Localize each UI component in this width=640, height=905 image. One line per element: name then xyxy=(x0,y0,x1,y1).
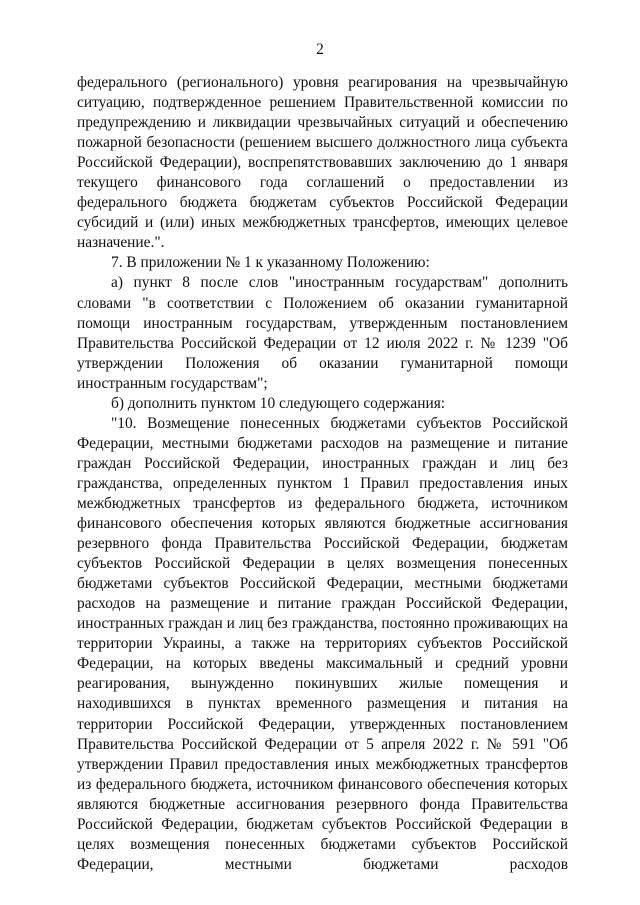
paragraph-item-10: "10. Возмещение понесенных бюджетами субъектов Российской Федерации, местными бюджетами расходов на размещение и питание граждан Российской Федерации, иностранных граждан и лиц без гражданства, определенных пунктом 1 Правил предоставления иных межбюджетных трансфертов из федерального бюджета, источником финансового обеспечения которых являются бюджетные ассигнования резервного фонда Правительства Российской Федерации, бюджетам субъектов Российской Федерации в целях возмещения понесенных бюджетами субъектов Российской Федерации, местными бюджетами расходов на размещение и питание граждан Российской Федерации, иностранных граждан и лиц без гражданства, постоянно проживающих на территории Украины, а также на территориях субъектов Российской Федерации, на которых введены максимальный и средний уровни реагирования, вынужденно покинувших жилые помещения и находившихся в пунктах временного размещения и питания на территории Российской Федерации, утвержденных постановлением Правительства Российской Федерации от 5 апреля 2022 г. № 591 "Об утверждении Правил предоставления иных межбюджетных трансфертов из федерального бюджета, источником финансового обеспечения которых являются бюджетные ассигнования резервного фонда Правительства Российской Федерации, бюджетам субъектов Российской Федерации в целях возмещения понесенных бюджетами субъектов Российской Федерации, местными бюджетами расходов xyxy=(77,414,568,873)
page-number: 2 xyxy=(316,41,324,58)
paragraph-item-7: 7. В приложении № 1 к указанному Положению: xyxy=(111,254,430,272)
document-body xyxy=(77,73,568,875)
paragraph-item-7b: б) дополнить пунктом 10 следующего содержания: xyxy=(111,394,446,412)
paragraph-item-7a: а) пункт 8 после слов "иностранным государствам" дополнить словами "в соответствии с Положением об оказании гуманитарной помощи иностранным государствам, утвержденным постановлением Правительства Российской Федерации от 12 июля 2022 г. № 1239 "Об утверждении Положения об оказании гуманитарной помощи иностранным государствам"; xyxy=(77,274,568,392)
paragraph-continuation: федерального (регионального) уровня реагирования на чрезвычайную ситуацию, подтвержденное решением Правительственной комиссии по предупреждению и ликвидации чрезвычайных ситуаций и обеспечению пожарной безопасности (решением высшего должностного лица субъекта Российской Федерации), воспрепятствовавших заключению до 1 января текущего финансового года соглашений о предоставлении из федерального бюджета бюджетам субъектов Российской Федерации субсидий и (или) иных межбюджетных трансфертов, имеющих целевое назначение.". xyxy=(77,74,568,252)
